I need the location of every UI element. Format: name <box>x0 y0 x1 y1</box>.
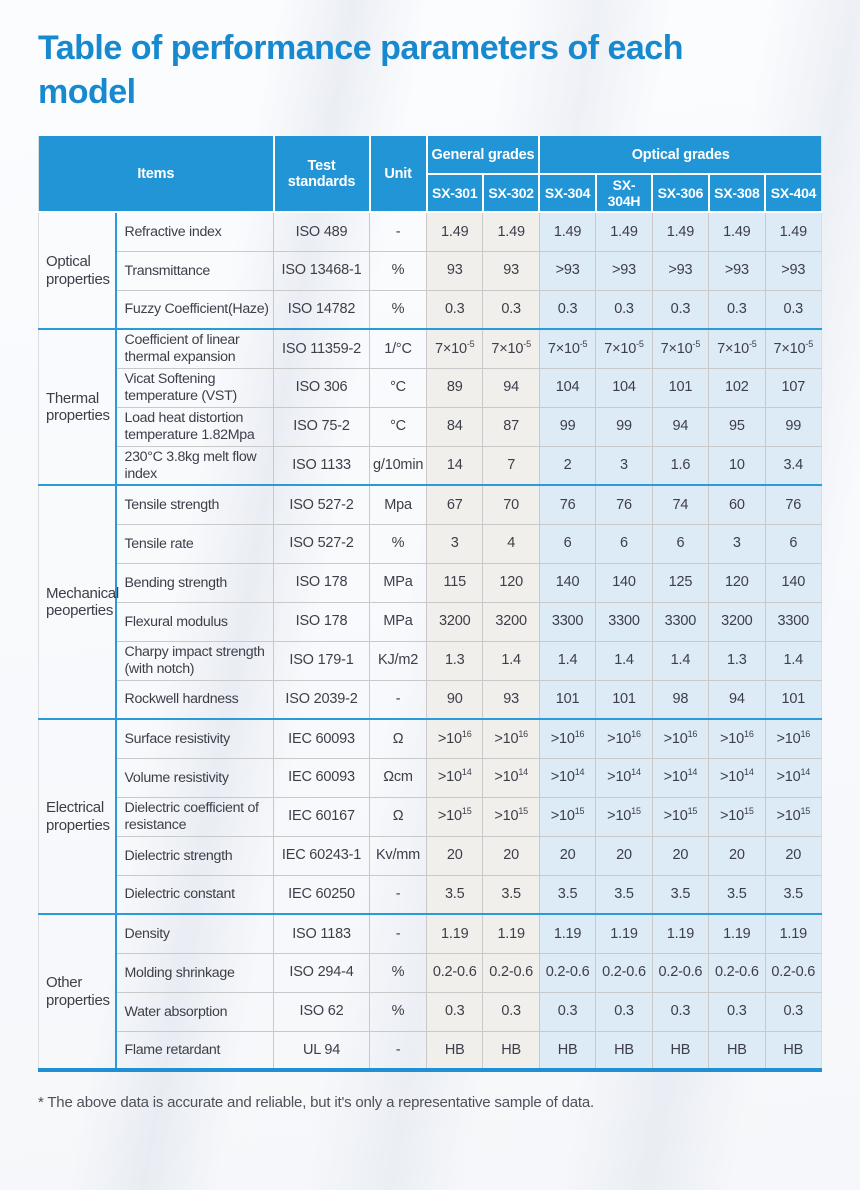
value-cell: 6 <box>765 524 821 563</box>
col-header-model-sx-306: SX-306 <box>652 174 708 212</box>
col-header-items: Items <box>39 136 274 212</box>
table-row <box>39 758 822 797</box>
value-cell: 104 <box>596 368 652 407</box>
value-cell: 3300 <box>765 602 821 641</box>
value-cell: $>10^{14}$ <box>539 758 595 797</box>
value-cell: 3.5 <box>427 875 483 914</box>
value-cell: 0.3 <box>765 290 821 329</box>
row-group-label: Electrical properties <box>39 719 116 914</box>
value-cell: 1.19 <box>596 914 652 953</box>
value-cell: $>10^{16}$ <box>483 719 539 758</box>
value-cell: $>10^{14}$ <box>652 758 708 797</box>
value-cell: 1.4 <box>652 641 708 680</box>
unit: % <box>370 992 427 1031</box>
item-label: Water absorption <box>116 992 274 1031</box>
unit: - <box>370 914 427 953</box>
value-cell: $7\times 10^{-5}$ <box>652 329 708 368</box>
table-row <box>39 641 822 680</box>
value-cell: 76 <box>539 485 595 524</box>
value-cell: 3300 <box>596 602 652 641</box>
value-cell: $>10^{14}$ <box>709 758 765 797</box>
value-cell: 4 <box>483 524 539 563</box>
test-standard: ISO 13468-1 <box>274 251 370 290</box>
value-cell: $>10^{15}$ <box>765 797 821 836</box>
test-standard: ISO 294-4 <box>274 953 370 992</box>
col-header-model-sx-404: SX-404 <box>765 174 821 212</box>
value-cell: 0.3 <box>652 290 708 329</box>
value-cell: $7\times 10^{-5}$ <box>483 329 539 368</box>
value-cell: 0.3 <box>709 290 765 329</box>
value-cell: 76 <box>765 485 821 524</box>
test-standard: ISO 489 <box>274 212 370 251</box>
value-cell: 1.4 <box>483 641 539 680</box>
value-cell: 1.6 <box>652 446 708 485</box>
value-cell: 101 <box>765 680 821 719</box>
value-cell: 20 <box>483 836 539 875</box>
value-cell: $7\times 10^{-5}$ <box>539 329 595 368</box>
value-cell: 0.2-0.6 <box>709 953 765 992</box>
table-row <box>39 719 822 758</box>
item-label: Volume resistivity <box>116 758 274 797</box>
value-cell: 14 <box>427 446 483 485</box>
value-cell: $>10^{15}$ <box>483 797 539 836</box>
value-cell: 1.19 <box>652 914 708 953</box>
unit: - <box>370 1031 427 1070</box>
value-cell: $>10^{14}$ <box>765 758 821 797</box>
value-cell: 89 <box>427 368 483 407</box>
unit: 1/°C <box>370 329 427 368</box>
value-cell: 90 <box>427 680 483 719</box>
value-cell: 0.3 <box>539 992 595 1031</box>
value-cell: 3.5 <box>709 875 765 914</box>
value-cell: 84 <box>427 407 483 446</box>
value-cell: 102 <box>709 368 765 407</box>
value-cell: 1.49 <box>652 212 708 251</box>
value-cell: 1.49 <box>483 212 539 251</box>
test-standard: ISO 11359-2 <box>274 329 370 368</box>
col-header-optical-grades: Optical grades <box>539 136 821 174</box>
value-cell: $>10^{14}$ <box>596 758 652 797</box>
value-cell: 1.3 <box>709 641 765 680</box>
table-row <box>39 836 822 875</box>
table-row <box>39 368 822 407</box>
test-standard: ISO 1133 <box>274 446 370 485</box>
unit: Mpa <box>370 485 427 524</box>
value-cell: 70 <box>483 485 539 524</box>
col-header-model-sx-304: SX-304 <box>539 174 595 212</box>
table-row <box>39 485 822 524</box>
value-cell: HB <box>596 1031 652 1070</box>
test-standard: ISO 179-1 <box>274 641 370 680</box>
value-cell: 0.3 <box>596 992 652 1031</box>
value-cell: 87 <box>483 407 539 446</box>
unit: Kv/mm <box>370 836 427 875</box>
value-cell: 1.3 <box>427 641 483 680</box>
value-cell: $>10^{15}$ <box>427 797 483 836</box>
value-cell: 74 <box>652 485 708 524</box>
test-standard: ISO 14782 <box>274 290 370 329</box>
value-cell: 0.3 <box>596 290 652 329</box>
value-cell: 0.3 <box>652 992 708 1031</box>
unit: g/10min <box>370 446 427 485</box>
test-standard: ISO 1183 <box>274 914 370 953</box>
value-cell: 93 <box>483 251 539 290</box>
test-standard: ISO 178 <box>274 563 370 602</box>
value-cell: 1.4 <box>765 641 821 680</box>
col-header-model-sx-308: SX-308 <box>709 174 765 212</box>
table-row <box>39 953 822 992</box>
col-header-test-standards: Test standards <box>274 136 370 212</box>
table-row <box>39 563 822 602</box>
value-cell: 6 <box>539 524 595 563</box>
table-row <box>39 329 822 368</box>
row-group-label: Mechanical peoperties <box>39 485 116 719</box>
value-cell: 3200 <box>483 602 539 641</box>
item-label: Molding shrinkage <box>116 953 274 992</box>
value-cell: 20 <box>427 836 483 875</box>
unit: Ωcm <box>370 758 427 797</box>
value-cell: 99 <box>539 407 595 446</box>
item-label: Vicat Softening temperature (VST) <box>116 368 274 407</box>
value-cell: $>10^{15}$ <box>709 797 765 836</box>
row-group-label: Other properties <box>39 914 116 1070</box>
value-cell: 101 <box>539 680 595 719</box>
test-standard: IEC 60243-1 <box>274 836 370 875</box>
value-cell: $>10^{16}$ <box>709 719 765 758</box>
value-cell: 3.5 <box>596 875 652 914</box>
value-cell: >93 <box>596 251 652 290</box>
value-cell: 104 <box>539 368 595 407</box>
col-header-model-sx-304h: SX-304H <box>596 174 652 212</box>
value-cell: 76 <box>596 485 652 524</box>
unit: Ω <box>370 719 427 758</box>
value-cell: 107 <box>765 368 821 407</box>
value-cell: 0.2-0.6 <box>765 953 821 992</box>
value-cell: HB <box>765 1031 821 1070</box>
value-cell: 20 <box>596 836 652 875</box>
value-cell: 1.49 <box>427 212 483 251</box>
value-cell: 3.5 <box>539 875 595 914</box>
unit: Ω <box>370 797 427 836</box>
value-cell: $>10^{14}$ <box>483 758 539 797</box>
unit: % <box>370 524 427 563</box>
value-cell: 1.49 <box>709 212 765 251</box>
value-cell: 93 <box>483 680 539 719</box>
item-label: 230°C 3.8kg melt flow index <box>116 446 274 485</box>
value-cell: $>10^{15}$ <box>539 797 595 836</box>
value-cell: 0.3 <box>539 290 595 329</box>
value-cell: 0.3 <box>765 992 821 1031</box>
table-row <box>39 446 822 485</box>
col-header-unit: Unit <box>370 136 427 212</box>
value-cell: 3200 <box>427 602 483 641</box>
value-cell: >93 <box>765 251 821 290</box>
value-cell: $>10^{15}$ <box>652 797 708 836</box>
table-row <box>39 992 822 1031</box>
table-row <box>39 1031 822 1070</box>
table-row <box>39 680 822 719</box>
value-cell: 95 <box>709 407 765 446</box>
value-cell: 0.3 <box>427 290 483 329</box>
unit: MPa <box>370 563 427 602</box>
value-cell: 120 <box>709 563 765 602</box>
test-standard: ISO 75-2 <box>274 407 370 446</box>
item-label: Refractive index <box>116 212 274 251</box>
table-header-row-groups <box>39 136 822 174</box>
value-cell: $7\times 10^{-5}$ <box>709 329 765 368</box>
page-title: Table of performance parameters of each model <box>38 29 683 112</box>
value-cell: >93 <box>539 251 595 290</box>
test-standard: IEC 60093 <box>274 758 370 797</box>
value-cell: 3300 <box>539 602 595 641</box>
value-cell: 3.5 <box>652 875 708 914</box>
value-cell: 3200 <box>709 602 765 641</box>
value-cell: $>10^{15}$ <box>596 797 652 836</box>
table-row <box>39 602 822 641</box>
value-cell: 3.4 <box>765 446 821 485</box>
value-cell: 0.3 <box>483 992 539 1031</box>
value-cell: $7\times 10^{-5}$ <box>427 329 483 368</box>
value-cell: 0.3 <box>483 290 539 329</box>
value-cell: 0.2-0.6 <box>483 953 539 992</box>
table-row <box>39 407 822 446</box>
table-row <box>39 290 822 329</box>
table-row <box>39 797 822 836</box>
value-cell: $7\times 10^{-5}$ <box>765 329 821 368</box>
value-cell: 94 <box>652 407 708 446</box>
test-standard: UL 94 <box>274 1031 370 1070</box>
col-header-general-grades: General grades <box>427 136 540 174</box>
unit: MPa <box>370 602 427 641</box>
item-label: Dielectric strength <box>116 836 274 875</box>
value-cell: 0.2-0.6 <box>652 953 708 992</box>
unit: % <box>370 953 427 992</box>
value-cell: $7\times 10^{-5}$ <box>596 329 652 368</box>
test-standard: IEC 60167 <box>274 797 370 836</box>
value-cell: $>10^{16}$ <box>765 719 821 758</box>
footnote: * The above data is accurate and reliable, but it's only a representative sample of data. <box>38 1094 594 1112</box>
unit: °C <box>370 368 427 407</box>
item-label: Bending strength <box>116 563 274 602</box>
value-cell: 1.49 <box>539 212 595 251</box>
value-cell: $>10^{14}$ <box>427 758 483 797</box>
item-label: Flame retardant <box>116 1031 274 1070</box>
value-cell: 20 <box>765 836 821 875</box>
item-label: Charpy impact strength (with notch) <box>116 641 274 680</box>
table-row <box>39 251 822 290</box>
value-cell: 99 <box>596 407 652 446</box>
item-label: Flexural modulus <box>116 602 274 641</box>
unit: % <box>370 290 427 329</box>
value-cell: 1.19 <box>709 914 765 953</box>
value-cell: 101 <box>596 680 652 719</box>
value-cell: 94 <box>483 368 539 407</box>
value-cell: 120 <box>483 563 539 602</box>
table-row <box>39 875 822 914</box>
test-standard: IEC 60093 <box>274 719 370 758</box>
item-label: Dielectric constant <box>116 875 274 914</box>
value-cell: 1.19 <box>483 914 539 953</box>
value-cell: 93 <box>427 251 483 290</box>
value-cell: 3 <box>427 524 483 563</box>
test-standard: IEC 60250 <box>274 875 370 914</box>
value-cell: 3300 <box>652 602 708 641</box>
item-label: Transmittance <box>116 251 274 290</box>
unit: - <box>370 212 427 251</box>
test-standard: ISO 527-2 <box>274 485 370 524</box>
value-cell: HB <box>709 1031 765 1070</box>
value-cell: 60 <box>709 485 765 524</box>
table-row <box>39 914 822 953</box>
test-standard: ISO 62 <box>274 992 370 1031</box>
value-cell: >93 <box>709 251 765 290</box>
value-cell: HB <box>652 1031 708 1070</box>
unit: - <box>370 875 427 914</box>
value-cell: 99 <box>765 407 821 446</box>
row-group-label: Optical properties <box>39 212 116 329</box>
value-cell: 0.2-0.6 <box>427 953 483 992</box>
value-cell: 10 <box>709 446 765 485</box>
table-row <box>39 212 822 251</box>
item-label: Tensile strength <box>116 485 274 524</box>
item-label: Density <box>116 914 274 953</box>
item-label: Surface resistivity <box>116 719 274 758</box>
value-cell: 125 <box>652 563 708 602</box>
value-cell: 20 <box>709 836 765 875</box>
value-cell: 1.19 <box>539 914 595 953</box>
value-cell: 67 <box>427 485 483 524</box>
value-cell: 20 <box>652 836 708 875</box>
unit: % <box>370 251 427 290</box>
test-standard: ISO 527-2 <box>274 524 370 563</box>
test-standard: ISO 2039-2 <box>274 680 370 719</box>
value-cell: 140 <box>596 563 652 602</box>
value-cell: 1.19 <box>427 914 483 953</box>
value-cell: 94 <box>709 680 765 719</box>
value-cell: 0.3 <box>427 992 483 1031</box>
value-cell: 7 <box>483 446 539 485</box>
value-cell: $>10^{16}$ <box>427 719 483 758</box>
item-label: Coefficient of linear thermal expansion <box>116 329 274 368</box>
value-cell: 3 <box>596 446 652 485</box>
value-cell: 115 <box>427 563 483 602</box>
unit: KJ/m2 <box>370 641 427 680</box>
value-cell: 0.2-0.6 <box>596 953 652 992</box>
item-label: Load heat distortion temperature 1.82Mpa <box>116 407 274 446</box>
value-cell: 140 <box>539 563 595 602</box>
value-cell: 1.4 <box>539 641 595 680</box>
value-cell: 0.2-0.6 <box>539 953 595 992</box>
item-label: Fuzzy Coefficient(Haze) <box>116 290 274 329</box>
value-cell: 3 <box>709 524 765 563</box>
value-cell: $>10^{16}$ <box>652 719 708 758</box>
value-cell: HB <box>427 1031 483 1070</box>
value-cell: 101 <box>652 368 708 407</box>
value-cell: HB <box>539 1031 595 1070</box>
value-cell: 3.5 <box>765 875 821 914</box>
item-label: Dielectric coefficient of resistance <box>116 797 274 836</box>
col-header-model-sx-302: SX-302 <box>483 174 539 212</box>
value-cell: 6 <box>596 524 652 563</box>
table-row <box>39 524 822 563</box>
value-cell: $>10^{16}$ <box>539 719 595 758</box>
performance-parameters-table <box>38 136 822 1072</box>
value-cell: $>10^{16}$ <box>596 719 652 758</box>
table-body <box>39 212 822 1070</box>
value-cell: 1.4 <box>596 641 652 680</box>
value-cell: 0.3 <box>709 992 765 1031</box>
item-label: Rockwell hardness <box>116 680 274 719</box>
unit: °C <box>370 407 427 446</box>
value-cell: 3.5 <box>483 875 539 914</box>
value-cell: 1.49 <box>596 212 652 251</box>
item-label: Tensile rate <box>116 524 274 563</box>
value-cell: 6 <box>652 524 708 563</box>
test-standard: ISO 306 <box>274 368 370 407</box>
value-cell: 1.19 <box>765 914 821 953</box>
col-header-model-sx-301: SX-301 <box>427 174 483 212</box>
value-cell: 98 <box>652 680 708 719</box>
value-cell: 1.49 <box>765 212 821 251</box>
table-header <box>39 136 822 212</box>
row-group-label: Thermal properties <box>39 329 116 485</box>
unit: - <box>370 680 427 719</box>
test-standard: ISO 178 <box>274 602 370 641</box>
value-cell: HB <box>483 1031 539 1070</box>
value-cell: 140 <box>765 563 821 602</box>
value-cell: >93 <box>652 251 708 290</box>
value-cell: 2 <box>539 446 595 485</box>
value-cell: 20 <box>539 836 595 875</box>
